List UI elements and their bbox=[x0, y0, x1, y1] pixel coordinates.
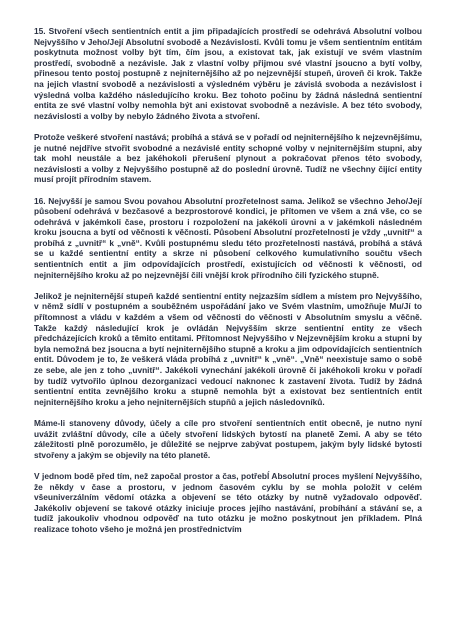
paragraph-15: 15. Stvoření všech sentientních entit a jim připadajících prostředí se odehrává Absolutní volbou Nejvyššího v Jeho/Její Absolutní svobodě a Nezávislosti. Kvůli tomu je všem sentientním entitám poskytnuta možnost volby být tím, čím jsou, a existovat tak, jak existují ve svém vlastním prostředí, svobodně a nezávisle. Jak z vlastní volby přijmou své vlastní jsoucno a bytí volby, přinesou tento postoj postupně z nejniternějšího až po nejzevnější stupeň, úroveň či krok. Takže na jejich vlastní svobodě a nezávislosti a výsledném výběru je závislá svoboda a nezávislost i výsledná volba každého následujícího kroku. Bez tohoto počinu by žádná následná sentientní entita ze své vlastní volby nemohla být ani existovat svobodně a nezávisle. A bez této svobody, nezávislosti a volby by nebylo žádného života a stvoření. bbox=[34, 26, 422, 121]
paragraph-16: 16. Nejvyšší je samou Svou povahou Absolutní prozřetelnost sama. Jelikož se všechno Jeho/Její působení odehrává v bezčasové a bezprostorové kondici, je přítomen ve všem a zná vše, co se odehrává v jakémkoli čase, prostoru i rozpoložení na jakékoli úrovni a v jakémkoli následném kroku jsoucna a bytí od věčnosti k věčnosti. Působení Absolutní prozřetelnosti je vždy „uvnitř“ a probíhá z „uvnitř“ k „vně“. Kvůli postupnému sledu této prozřetelnosti nastává, probíhá a stává se u každé sentientní entity a skrze ni působení celkového kumulativního součtu všech sentientních entit a jim odpovídajících prostředí, existujících od věčnosti k věčnosti, od nejniternějšího kroku až po nejzevnější čili vnější krok přírodního čili fyzického stupně. bbox=[34, 195, 422, 280]
paragraph-before-space-time: V jednom bodě před tím, než započal prostor a čas, potřebĺ Absolutní proces myšlení Nejvyššího, že někdy v čase a prostoru, v jednom časovém cyklu by se mohla položit v celém všeuniverzálním vědomí otázka a objevení se této otázky by nutně vyžadovalo odpověď. Jakékoliv objevení se takové otázky iniciuje proces jejího nastávání, probíhání a stávání se, a tudíž jakoukoliv vhodnou odpověď na tuto otázku je možno poskytnout jen příkladem. Plná realizace tohoto všeho je možná jen prostřednictvím bbox=[34, 470, 422, 534]
paragraph-order-of-creation: Protože veškeré stvoření nastává; probíhá a stává se v pořadí od nejniternějšího k nejzevnějšímu, je nutné nejdříve stvořit svobodné a nezávislé entity schopné volby v nejniternějším stupni, aby tak mohl neustále a bez jakéhokoli přerušení plynout a pokračovat přenos této svobody, nezávislosti a volby z Nejvyššího postupně až do poslední úrovně. Tudíž ne všechny čijící entity musí projít přírodním stavem. bbox=[34, 131, 422, 185]
document-page bbox=[34, 26, 422, 535]
paragraph-innermost-degree: Jelikož je nejniternější stupeň každé sentientní entity nejzazším sídlem a místem pro Nejvyššího, v němž sídlí v postupném a souběžném uspořádání jako ve Svém vlastním, umožňuje Mu/Jí to přítomnost a vládu v každém a všem od věčnosti do věčnosti v Absolutním smyslu a věčně. Takže každý následující krok je ovládán Nejvyšším skrze sentientní entity ze všech předcházejících kroků a těmito entitami. Přítomnost Nejvyššího v Nejzevnějším kroku a stupni by byla nemožná bez jsoucna a bytí nejniternějšího stupně a kroku a jim odpovídajících sentientních entit. Důvodem je to, že veškerá vláda probíhá z „uvnitř“ k „vně“. „Vně“ neexistuje samo o sobě ze sebe, ale jen z toho „uvnitř“. Jakékoli vynechání jakékoli úrovně či jakéhokoli kroku v pořadí by tudíž vytvořilo úplnou dezorganizaci vedoucí naknonec k zastavení života. Tudíž by žádná sentientní entita zevnějšího kroku a stupně nemohla být a existovat bez sentientních entit nejniternějšího kroku a jeho nejniternějších stupňů a jejich následovníků. bbox=[34, 290, 422, 407]
paragraph-reasons-purposes: Máme-li stanoveny důvody, účely a cíle pro stvoření sentientních entit obecně, je nutno nyní uvážit zvláštní důvody, cíle a účely stvoření lidských bytostí na planetě Zemi. A aby se této záležitosti plně porozumělo, je důležité se nejprve zabývat postupem, jakým byly lidské bytosti stvořeny a jakým se objevily na této planetě. bbox=[34, 417, 422, 460]
